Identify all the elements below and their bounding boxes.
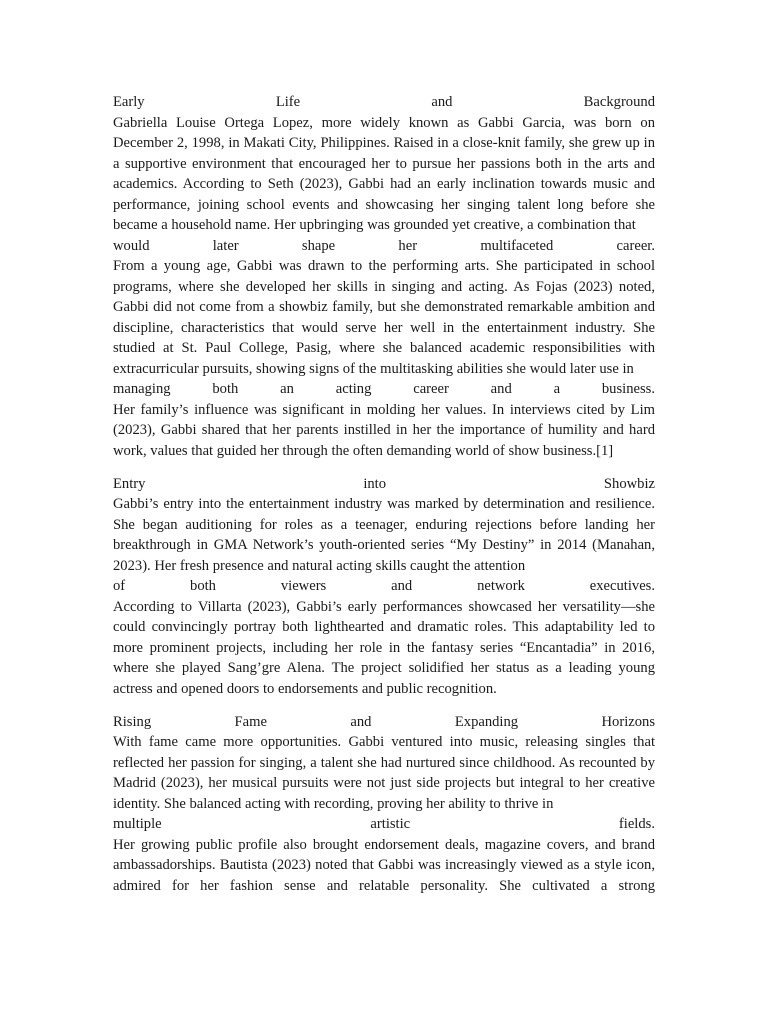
paragraph-body: Gabriella Louise Ortega Lopez, more widely known as Gabbi Garcia, was born on December 2, 1998, in Makati City, Philippines. Raised in a close-knit family, she grew up in a supportive environment that encouraged her to pursue her passions both in the arts and academics. According to Seth (2023), Gabbi had an early inclination towards music and performance, joining school events and showcasing her singing talent long before she became a household name. Her upbringing was grounded yet creative, a combination that bbox=[113, 114, 655, 233]
paragraph-tail: managing both an acting career and a business. bbox=[113, 381, 655, 397]
paragraph-tail: of both viewers and network executives. bbox=[113, 578, 655, 594]
document-page bbox=[113, 92, 655, 896]
section-heading: Entry into Showbiz bbox=[113, 475, 655, 492]
section-heading: Early Life and Background bbox=[113, 94, 655, 110]
paragraph-body: From a young age, Gabbi was drawn to the performing arts. She participated in school programs, where she developed her skills in singing and acting. As Fojas (2023) noted, Gabbi did not come from a showbiz family, but she demonstrated remarkable ambition and discipline, characteristics that would serve her well in the entertainment industry. She studied at St. Paul College, Pasig, where she balanced academic responsibilities with extracurricular pursuits, showing signs of the multitasking abilities she would later use in bbox=[113, 258, 655, 377]
paragraph-body: Gabbi’s entry into the entertainment industry was marked by determination and resilience. She began auditioning for roles as a teenager, enduring rejections before landing her breakthrough in GMA Network’s youth-oriented series “My Destiny” in 2014 (Manahan, 2023). Her fresh presence and natural acting skills caught the attention bbox=[113, 496, 655, 574]
paragraph-body: According to Villarta (2023), Gabbi’s early performances showcased her versatility—she could convincingly portray both lighthearted and dramatic roles. This adaptability led to more prominent projects, including her role in the fantasy series “Encantadia” in 2016, where she played Sang’gre Alena. The project solidified her status as a leading young actress and opened doors to endorsements and public recognition. bbox=[113, 598, 655, 697]
section-heading: Rising Fame and Expanding Horizons bbox=[113, 713, 655, 730]
paragraph-tail: multiple artistic fields. bbox=[113, 816, 655, 832]
section-rising-fame bbox=[113, 712, 655, 897]
paragraph-tail: would later shape her multifaceted career. bbox=[113, 237, 655, 254]
section-entry-into-showbiz bbox=[113, 474, 655, 700]
paragraph-body: With fame came more opportunities. Gabbi ventured into music, releasing singles that reflected her passion for singing, a talent she had nurtured since childhood. As recounted by Madrid (2023), her musical pursuits were not just side projects but integral to her creative identity. She balanced acting with recording, proving her ability to thrive in bbox=[113, 734, 655, 812]
paragraph-body: Her family’s influence was significant in molding her values. In interviews cited by Lim (2023), Gabbi shared that her parents instilled in her the importance of humility and hard work, values that guided her through the often demanding world of show business.[1] bbox=[113, 401, 655, 459]
paragraph-body: Her growing public profile also brought endorsement deals, magazine covers, and brand ambassadorships. Bautista (2023) noted that Gabbi was increasingly viewed as a style icon, admired for her fashion sense and relatable personality. She cultivated a strong bbox=[113, 836, 655, 894]
section-early-life bbox=[113, 92, 655, 461]
